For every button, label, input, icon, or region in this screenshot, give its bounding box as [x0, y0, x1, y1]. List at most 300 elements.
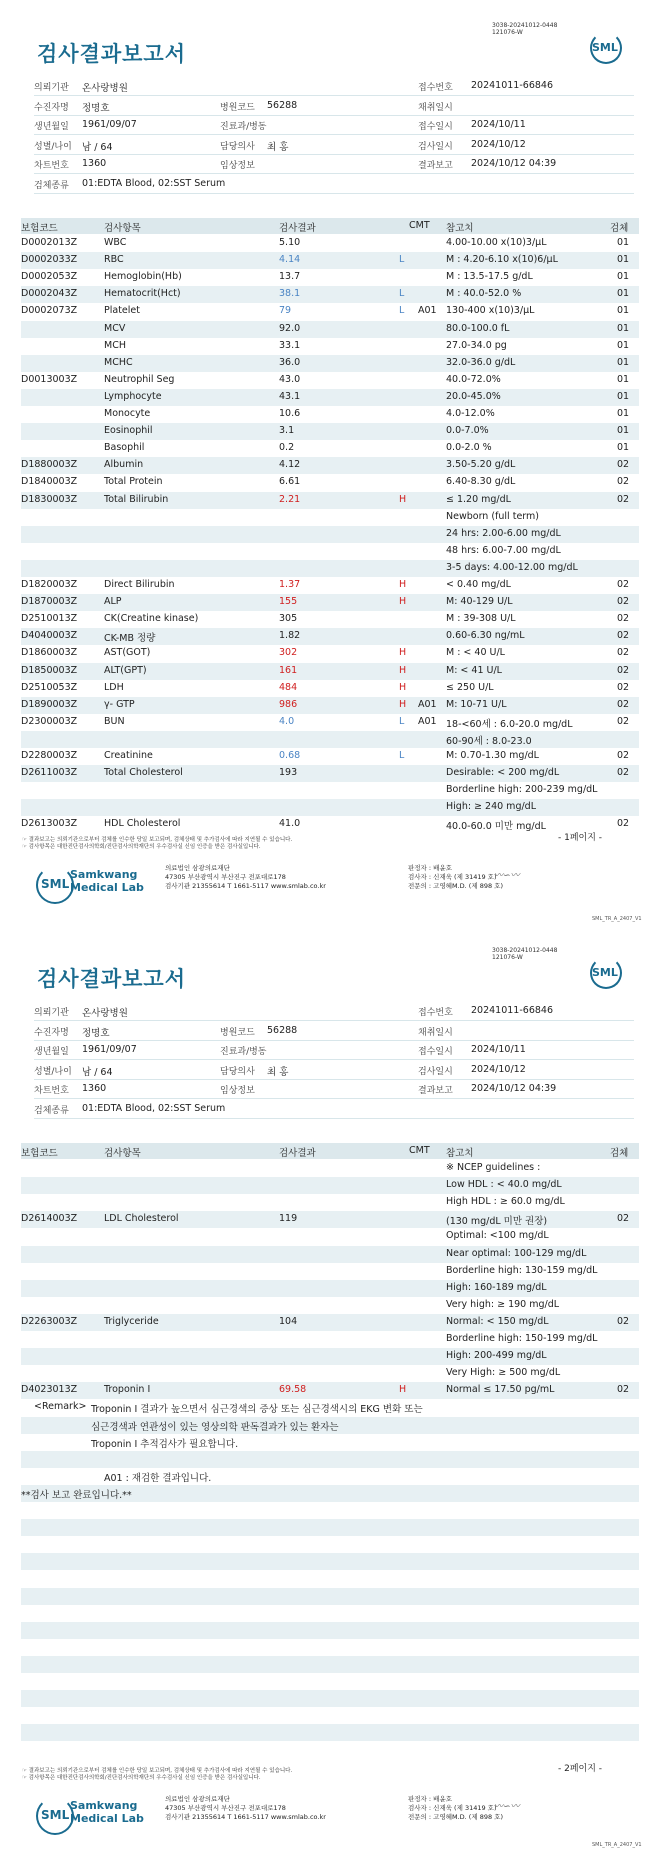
specimen-code: 02 [617, 698, 630, 710]
test-name: ALP [104, 596, 122, 608]
result-code: D0002013Z [21, 237, 78, 248]
info-label: 진료과/병동 [220, 1047, 267, 1057]
table-row [21, 714, 639, 731]
result-code: D1890003Z [21, 698, 78, 710]
patient-info-row [34, 1001, 634, 1021]
patient-info-row [34, 135, 634, 155]
specimen-code: 02 [617, 630, 630, 642]
info-label: 병원코드 [220, 1027, 255, 1038]
form-version: SML_TR_A_2407_V1 [592, 916, 642, 922]
reference-range: 0.0-2.0 % [446, 442, 492, 454]
logo-text: SML [41, 877, 70, 891]
table-row [21, 1570, 639, 1587]
specimen-code: 02 [617, 664, 630, 676]
remark-line: Troponin I 추적검사가 필요합니다. [91, 1438, 239, 1450]
info-label: 검체종류 [34, 1105, 69, 1116]
result-value: 10.6 [279, 408, 301, 419]
specimen-code: 02 [617, 647, 630, 659]
col-ref: 참고치 [446, 223, 474, 234]
patient-info-row [34, 1079, 634, 1099]
table-row [21, 492, 639, 509]
test-name: Direct Bilirubin [104, 579, 175, 590]
staff-line: 전문의 : 고영혜M.D. (제 898 호) [408, 882, 503, 890]
result-flag: H [399, 647, 407, 659]
reference-range: M : 39-308 U/L [446, 613, 516, 625]
staff-line: 검사자 : 신재욱 (제 31419 호) [408, 1804, 497, 1812]
staff-line: 판정자 : 배윤호 [408, 864, 452, 872]
table-row [21, 1228, 639, 1245]
result-flag: L [399, 254, 405, 266]
test-name: Monocyte [104, 408, 151, 419]
table-row [21, 611, 639, 628]
table-row [21, 526, 639, 543]
result-value: 104 [279, 1315, 298, 1327]
table-row [21, 1211, 639, 1228]
col-code: 보험코드 [21, 1148, 58, 1159]
test-name: HDL Cholesterol [104, 818, 181, 830]
footer [30, 860, 630, 910]
reference-range: 40.0-72.0% [446, 373, 501, 385]
table-row [21, 765, 639, 782]
table-row [21, 560, 639, 577]
specimen-code: 02 [617, 681, 630, 693]
reference-range: M: 10-71 U/L [446, 698, 507, 710]
reference-range: Low HDL : < 40.0 mg/dL [446, 1179, 562, 1191]
patient-info-row [34, 174, 634, 194]
specimen-code: 01 [617, 237, 630, 248]
result-code: D1840003Z [21, 476, 78, 488]
result-value: 986 [279, 698, 298, 710]
info-value: 2024/10/12 04:39 [471, 1083, 557, 1094]
info-label: 생년월일 [34, 1047, 69, 1057]
reference-range: M : 40.0-52.0 % [446, 288, 522, 300]
result-value: 13.7 [279, 271, 301, 283]
info-value: 2024/10/11 [471, 1044, 526, 1055]
result-value: 43.1 [279, 390, 301, 402]
reference-range: Optimal: <100 mg/dL [446, 1230, 549, 1242]
reference-range: 0.60-6.30 ng/mL [446, 630, 525, 642]
footer-note: ☞ 결과보고는 의뢰기관으로부터 검체를 인수한 당일 보고되며, 검체상태 및 추가검사에 따라 지연될 수 있습니다. [22, 837, 293, 843]
info-label: 진료과/병동 [220, 122, 267, 132]
document-id-line: 121076-W [492, 29, 523, 36]
specimen-code: 02 [617, 818, 630, 830]
table-row [21, 389, 639, 406]
info-value: 남 / 64 [82, 141, 113, 153]
info-value: 최 홍 [267, 141, 289, 153]
info-label: 결과보고 [418, 1086, 453, 1096]
col-name: 검사항목 [104, 1148, 141, 1159]
specimen-code: 02 [617, 1315, 630, 1327]
table-row [21, 1639, 639, 1656]
result-code: D0002043Z [21, 288, 78, 300]
table-row [21, 1280, 639, 1297]
specimen-code: 02 [617, 715, 630, 727]
reference-range: 24 hrs: 2.00-6.00 mg/dL [446, 527, 561, 539]
document-id [492, 22, 557, 36]
col-specimen: 검체 [610, 1148, 629, 1159]
result-value: 119 [279, 1213, 298, 1225]
result-flag: L [399, 715, 405, 727]
table-row [21, 782, 639, 799]
info-value: 2024/10/12 04:39 [471, 158, 557, 169]
reference-range: High: ≥ 240 mg/dL [446, 801, 536, 813]
test-name: Platelet [104, 305, 140, 317]
reference-range: Desirable: < 200 mg/dL [446, 767, 560, 779]
patient-info-row [34, 96, 634, 116]
result-comment: A01 [418, 698, 437, 710]
table-row [21, 355, 639, 372]
table-row [21, 680, 639, 697]
reference-range: 3-5 days: 4.00-12.00 mg/dL [446, 561, 578, 573]
reference-range: 60-90세 : 8.0-23.0 [446, 735, 532, 747]
table-row [21, 577, 639, 594]
table-row [21, 543, 639, 560]
test-name: Eosinophil [104, 425, 153, 437]
reference-range: < 0.40 mg/dL [446, 579, 511, 590]
result-code: D4040003Z [21, 630, 78, 642]
table-row [21, 338, 639, 355]
table-row [21, 1365, 639, 1382]
test-name: Total Cholesterol [104, 767, 183, 779]
document-id-line: 121076-W [492, 954, 523, 961]
result-flag: H [399, 493, 407, 505]
specimen-code: 02 [617, 750, 630, 761]
result-code: D2300003Z [21, 715, 78, 727]
table-row [21, 321, 639, 338]
patient-info-row [34, 1060, 634, 1080]
footer-note: ☞ 결과보고는 의뢰기관으로부터 검체를 인수한 당일 보고되며, 검체상태 및 추가검사에 따라 지연될 수 있습니다. [22, 1768, 293, 1774]
info-label: 접수번호 [418, 83, 453, 93]
reference-range: M: 0.70-1.30 mg/dL [446, 750, 539, 761]
table-row [21, 269, 639, 286]
patient-info-row [34, 76, 634, 96]
reference-range: 6.40-8.30 g/dL [446, 476, 516, 488]
reference-range: (130 mg/dL 미만 권장) [446, 1216, 548, 1228]
report-page-2 [0, 925, 655, 1850]
footer-notes [22, 837, 292, 851]
reference-range: 130-400 x(10)3/μL [446, 305, 535, 317]
specimen-code: 01 [617, 425, 630, 437]
report-title: 검사결과보고서 [37, 967, 187, 991]
specimen-code: 02 [617, 459, 630, 471]
info-value: 20241011-66846 [471, 1005, 554, 1016]
form-version: SML_TR_A_2407_V1 [592, 1842, 642, 1848]
reference-range: Normal ≤ 17.50 pg/mL [446, 1384, 555, 1396]
table-row [21, 628, 639, 645]
sml-logo-icon [588, 32, 622, 62]
info-label: 임상정보 [220, 161, 255, 171]
table-row [21, 594, 639, 611]
info-label: 임상정보 [220, 1086, 255, 1096]
logo-text: SML [592, 41, 618, 54]
reference-range: M: 40-129 U/L [446, 596, 513, 608]
info-value: 01:EDTA Blood, 02:SST Serum [82, 1102, 226, 1114]
info-value: 1961/09/07 [82, 119, 137, 130]
result-flag: H [399, 1384, 407, 1396]
specimen-code: 01 [617, 305, 630, 317]
staff-line: 판정자 : 배윤호 [408, 1795, 452, 1803]
info-value: 20241011-66846 [471, 80, 554, 91]
table-row [21, 1451, 639, 1468]
document-id-line: 3038-20241012-0448 [492, 22, 558, 29]
test-name: CK(Creatine kinase) [104, 613, 199, 625]
result-value: 69.58 [279, 1384, 307, 1396]
brand-line: Medical Lab [70, 881, 144, 894]
col-code: 보험코드 [21, 223, 58, 234]
table-row [21, 1263, 639, 1280]
table-row [21, 1536, 639, 1553]
info-label: 검사일시 [418, 141, 453, 152]
table-row [21, 799, 639, 816]
info-label: 검체종류 [34, 180, 69, 191]
brand-line: Samkwang [70, 868, 138, 881]
table-row [21, 663, 639, 680]
reference-range: Normal: < 150 mg/dL [446, 1315, 549, 1327]
test-name: MCV [104, 322, 126, 334]
specimen-code: 02 [617, 1213, 630, 1225]
specimen-code: 01 [617, 339, 630, 351]
result-comment: A01 [418, 715, 437, 727]
test-name: Hematocrit(Hct) [104, 288, 181, 300]
result-value: 1.37 [279, 579, 301, 590]
specimen-code: 02 [617, 1384, 630, 1396]
reference-range: Near optimal: 100-129 mg/dL [446, 1247, 587, 1259]
result-code: D1830003Z [21, 493, 78, 505]
test-name: CK-MB 정량 [104, 633, 156, 645]
org-line: 의료법인 삼광의료재단 [165, 864, 230, 872]
info-value: 56288 [267, 99, 298, 111]
info-label: 의뢰기관 [34, 1008, 69, 1018]
info-label: 접수일시 [418, 122, 453, 132]
reference-range: Very High: ≥ 500 mg/dL [446, 1367, 561, 1379]
info-label: 차트번호 [34, 1086, 69, 1096]
info-value: 1360 [82, 158, 107, 169]
info-value: 최 홍 [267, 1066, 289, 1078]
reference-range: Very high: ≥ 190 mg/dL [446, 1298, 560, 1310]
test-name: Hemoglobin(Hb) [104, 271, 182, 283]
info-label: 검사일시 [418, 1066, 453, 1077]
table-row [21, 406, 639, 423]
table-row [21, 1246, 639, 1263]
reference-range: ≤ 1.20 mg/dL [446, 493, 511, 505]
table-row [21, 731, 639, 748]
reference-range: 4.0-12.0% [446, 408, 495, 419]
specimen-code: 01 [617, 356, 630, 368]
result-code: D1860003Z [21, 647, 78, 659]
report-complete: **검사 보고 완료입니다.** [21, 1489, 132, 1501]
result-flag: L [399, 750, 405, 761]
brand-name [70, 868, 144, 894]
col-cmt: CMT [409, 1145, 430, 1156]
test-name: Lymphocyte [104, 390, 162, 402]
footer [30, 1791, 630, 1841]
report-title: 검사결과보고서 [37, 42, 187, 66]
specimen-code: 01 [617, 322, 630, 334]
table-row [21, 748, 639, 765]
reference-range: 4.00-10.00 x(10)3/μL [446, 237, 547, 248]
remark-line: 심근경색과 연관성이 있는 영상의학 판독결과가 있는 환자는 [91, 1421, 339, 1433]
signature-icon: 〰∽〰 [494, 1802, 520, 1812]
staff-line: 검사자 : 신재욱 (제 31419 호) [408, 873, 497, 881]
info-label: 담당의사 [220, 1066, 255, 1077]
info-value: 정명호 [82, 102, 110, 114]
result-code: D2263003Z [21, 1315, 78, 1327]
remark-label: <Remark> [34, 1401, 87, 1413]
result-code: D1850003Z [21, 664, 78, 676]
result-flag: H [399, 681, 407, 693]
info-value: 1961/09/07 [82, 1044, 137, 1055]
col-value: 검사결과 [279, 1148, 316, 1159]
col-ref: 참고치 [446, 1148, 474, 1159]
test-name: Total Protein [104, 476, 163, 488]
document-id-line: 3038-20241012-0448 [492, 947, 558, 954]
table-row [21, 1502, 639, 1519]
result-code: D2611003Z [21, 767, 78, 779]
specimen-code: 02 [617, 579, 630, 590]
result-value: 193 [279, 767, 298, 779]
reference-range: High: 200-499 mg/dL [446, 1350, 547, 1362]
result-value: 33.1 [279, 339, 301, 351]
info-value: 정명호 [82, 1027, 110, 1039]
contact-line: 검사기관 21355614 T 1661-5117 www.smlab.co.kr [165, 882, 326, 890]
col-value: 검사결과 [279, 223, 316, 234]
info-label: 차트번호 [34, 161, 69, 171]
specimen-code: 02 [617, 476, 630, 488]
result-value: 1.82 [279, 630, 301, 642]
test-name: Neutrophil Seg [104, 373, 175, 385]
patient-info-row [34, 1099, 634, 1119]
reference-range: 20.0-45.0% [446, 390, 501, 402]
result-flag: H [399, 664, 407, 676]
specimen-code: 01 [617, 408, 630, 419]
addr-line: 47305 부산광역시 부산진구 전포대로178 [165, 873, 286, 881]
info-value: 56288 [267, 1024, 298, 1036]
org-line: 의료법인 삼광의료재단 [165, 1795, 230, 1803]
reference-range: 40.0-60.0 미만 mg/dL [446, 821, 546, 833]
result-value: 4.12 [279, 459, 301, 471]
info-label: 병원코드 [220, 102, 255, 113]
table-row [21, 372, 639, 389]
result-value: 79 [279, 305, 292, 317]
col-specimen: 검체 [610, 223, 629, 234]
result-code: D2510053Z [21, 681, 78, 693]
result-value: 2.21 [279, 493, 301, 505]
brand-line: Medical Lab [70, 1812, 144, 1825]
contact-line: 검사기관 21355614 T 1661-5117 www.smlab.co.kr [165, 1813, 326, 1821]
info-label: 수진자명 [34, 1027, 69, 1038]
table-row [21, 1690, 639, 1707]
reference-range: High HDL : ≥ 60.0 mg/dL [446, 1196, 565, 1208]
result-table-header [21, 1143, 639, 1159]
result-value: 155 [279, 596, 298, 608]
patient-info-row [34, 154, 634, 174]
info-value: 온사랑병원 [82, 83, 128, 94]
result-flag: H [399, 596, 407, 608]
info-value: 2024/10/12 [471, 1063, 526, 1075]
footer-note: ☞ 검사항목은 대한진단검사의학회/진단검사의학재단의 우수검사실 신임 인증을 받은 검사실입니다. [22, 1775, 261, 1781]
reference-range: 48 hrs: 6.00-7.00 mg/dL [446, 544, 561, 556]
info-label: 결과보고 [418, 161, 453, 171]
result-code: D0002053Z [21, 271, 78, 283]
reference-range: M : 4.20-6.10 x(10)6/μL [446, 254, 558, 266]
result-value: 0.2 [279, 442, 295, 454]
lab-address [165, 864, 326, 891]
info-value: 01:EDTA Blood, 02:SST Serum [82, 177, 226, 189]
result-code: D2614003Z [21, 1213, 78, 1225]
result-value: 38.1 [279, 288, 301, 300]
specimen-code: 01 [617, 271, 630, 283]
table-row [21, 303, 639, 320]
reference-range: 27.0-34.0 pg [446, 339, 507, 351]
table-row [21, 1177, 639, 1194]
table-row [21, 1656, 639, 1673]
table-row [21, 235, 639, 252]
table-row [21, 1673, 639, 1690]
reference-range: High: 160-189 mg/dL [446, 1281, 547, 1293]
info-label: 채취일시 [418, 1027, 453, 1038]
table-row [21, 252, 639, 269]
result-value: 484 [279, 681, 298, 693]
test-name: γ- GTP [104, 698, 135, 710]
reference-range: M : < 40 U/L [446, 647, 505, 659]
test-name: ALT(GPT) [104, 664, 147, 676]
patient-info-row [34, 115, 634, 135]
table-row [21, 1348, 639, 1365]
sml-logo-icon [588, 957, 622, 987]
test-name: Total Bilirubin [104, 493, 169, 505]
table-row [21, 509, 639, 526]
result-value: 302 [279, 647, 298, 659]
result-table-header [21, 218, 639, 234]
table-row [21, 286, 639, 303]
table-row [21, 1382, 639, 1399]
result-value: 36.0 [279, 356, 301, 368]
table-row [21, 1160, 639, 1177]
info-label: 접수번호 [418, 1008, 453, 1018]
table-row [21, 440, 639, 457]
info-label: 성별/나이 [34, 141, 72, 152]
col-cmt: CMT [409, 220, 430, 231]
staff-line: 전문의 : 고영혜M.D. (제 898 호) [408, 1813, 503, 1821]
result-code: D0002033Z [21, 254, 78, 266]
specimen-code: 01 [617, 373, 630, 385]
specimen-code: 02 [617, 493, 630, 505]
signature-icon: 〰∽〰 [494, 871, 520, 881]
result-code: D2280003Z [21, 750, 78, 761]
test-name: Creatinine [104, 750, 153, 761]
specimen-code: 01 [617, 288, 630, 300]
test-name: MCH [104, 339, 126, 351]
test-name: LDH [104, 681, 124, 693]
patient-info-row [34, 1021, 634, 1041]
reference-range: Borderline high: 130-159 mg/dL [446, 1264, 598, 1276]
result-value: 305 [279, 613, 298, 625]
result-value: 3.1 [279, 425, 295, 437]
info-value: 2024/10/11 [471, 119, 526, 130]
footer-note: ☞ 검사항목은 대한진단검사의학회/진단검사의학재단의 우수검사실 신임 인증을 받은 검사실입니다. [22, 844, 261, 850]
reference-range: 0.0-7.0% [446, 425, 489, 437]
test-name: BUN [104, 715, 125, 727]
info-value: 온사랑병원 [82, 1008, 128, 1019]
table-row [21, 816, 639, 833]
result-comment: A01 [418, 305, 437, 317]
result-flag: H [399, 579, 407, 590]
info-label: 접수일시 [418, 1047, 453, 1057]
reference-range: M: < 41 U/L [446, 664, 502, 676]
reference-range: 32.0-36.0 g/dL [446, 356, 516, 368]
patient-info-row [34, 1040, 634, 1060]
result-code: D2613003Z [21, 818, 78, 830]
